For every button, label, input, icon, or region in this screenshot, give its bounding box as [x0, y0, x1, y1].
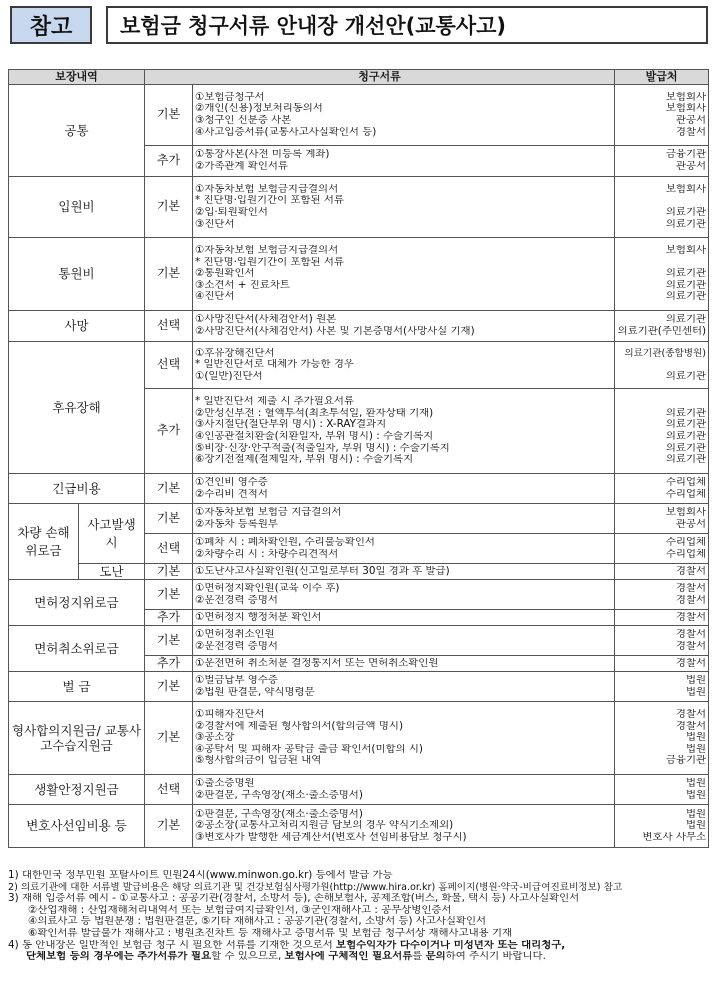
issuer-cell: 보험회사 관공서	[615, 504, 709, 534]
coverage-living-stability: 생활안정지원금	[9, 775, 145, 805]
documents-cell: ①자동차보험 보험금 지급결의서 ②자동차 등록원부	[193, 504, 615, 534]
doc-type: 기본	[145, 564, 193, 580]
documents-cell: ①폐차 시 : 폐차확인원, 수리불능확인서 ②차량수리 시 : 차량수리견적서	[193, 534, 615, 564]
coverage-vehicle-damage: 차량 손해 위로금	[9, 504, 79, 580]
footnote-1: 1) 대한민국 정부민원 포탈사이트 민원24시(www.minwon.go.kr) 등에서 발급 가능	[8, 870, 393, 881]
issuer-cell: 경찰서	[615, 564, 709, 580]
table-row	[9, 805, 709, 848]
doc-type: 기본	[145, 504, 193, 534]
page-header	[10, 6, 708, 44]
documents-cell: ①면허정지확인원(교육 이수 후) ②운전경력 증명서	[193, 580, 615, 610]
documents-cell: ①견인비 영수증 ②수리비 견적서	[193, 474, 615, 504]
issuer-cell: 경찰서 경찰서	[615, 580, 709, 610]
documents-cell: ①면허정취소인원 ②운전경력 증명서	[193, 626, 615, 656]
issuer-cell: 경찰서	[615, 656, 709, 672]
doc-type: 추가	[145, 610, 193, 626]
footnote-4: 4) 동 안내장은 일반적인 보험금 청구 시 필요한 서류를 기재한 것으로서 보험수익자가 다수이거나 미성년자 또는 대리청구,	[8, 939, 566, 951]
table-row	[9, 504, 709, 534]
footnote-3: 3) 재해 입증서류 예시 - ①교통사고 : 공공기관(경찰서, 소방서 등), 손해보험사, 공제조합(버스, 화물, 택시 등) 사고사실확인서	[8, 893, 580, 905]
table-row	[9, 342, 709, 389]
doc-type: 기본	[145, 580, 193, 610]
coverage-accident: 사고발생 시	[79, 504, 145, 564]
issuer-cell: 보험회사 보험회사 관공서 경찰서	[615, 85, 709, 146]
issuer-cell: 법원 법원	[615, 672, 709, 702]
doc-type: 기본	[145, 672, 193, 702]
documents-cell: ①출소증명원 ②판결문, 구속영장(재소·출소증명서)	[193, 775, 615, 805]
coverage-theft: 도난	[79, 564, 145, 580]
doc-type: 기본	[145, 805, 193, 848]
documents-cell: ①피해자진단서 ②경찰서에 제출된 형사합의서(합의금액 명시) ③공소장 ④공탁서 및 피해자 공탁금 출금 확인서(미합의 시) ⑤형사합의금이 입금된 내역	[193, 702, 615, 775]
doc-type: 선택	[145, 775, 193, 805]
table-row	[9, 238, 709, 311]
coverage-emergency: 긴급비용	[9, 474, 145, 504]
documents-cell: ①도난사고사실확인원(신고일로부터 30일 경과 후 발급)	[193, 564, 615, 580]
documents-cell: ①운전면허 취소처분 결정통지서 또는 면허취소확인원	[193, 656, 615, 672]
claim-documents-table	[8, 69, 709, 848]
header-issuer: 발급처	[615, 70, 709, 85]
issuer-cell: 수리업체 수리업체	[615, 534, 709, 564]
documents-cell: ①통장사본(사전 미등록 계좌) ②가족관계 확인서류	[193, 146, 615, 177]
table-row	[9, 626, 709, 656]
documents-cell: ①자동차보험 보험금지급결의서 * 진단명·입원기간이 포함된 서류 ②통원확인서 ③소견서 + 진료차트 ④진단서	[193, 238, 615, 311]
page-title: 보험금 청구서류 안내장 개선안(교통사고)	[106, 6, 708, 44]
issuer-cell: 경찰서	[615, 610, 709, 626]
table-row	[9, 580, 709, 610]
footnote-4-cont: 단체보험 등의 경우에는 추가서류가 필요할 수 있으므로, 보험사에 구체적인 필요서류를 문의하여 주시기 바랍니다.	[26, 951, 546, 963]
documents-cell: ①보험금청구서 ②개인(신용)정보처리동의서 ③청구인 신분증 사본 ④사고입증서류(교통사고사실확인서 등)	[193, 85, 615, 146]
documents-cell: ①벌금납부 영수증 ②법원 판결문, 약식명령문	[193, 672, 615, 702]
doc-type: 추가	[145, 146, 193, 177]
issuer-cell: 의료기관 의료기관(주민센터)	[615, 311, 709, 342]
table-row	[9, 85, 709, 146]
reference-tag: 참고	[10, 6, 92, 44]
footnotes	[8, 870, 710, 963]
footnote-2: 2) 의료기관에 대한 서류별 발급비용은 해당 의료기관 및 건강보험심사평가원(http://www.hira.or.kr) 홈페이지(병원·약국-비급여진료비정보) 참고	[8, 881, 623, 893]
coverage-disability: 후유장해	[9, 342, 145, 474]
table-row	[9, 311, 709, 342]
coverage-settlement-support: 형사합의지원금/ 교통사고수습지원금	[9, 702, 145, 775]
header-documents: 청구서류	[145, 70, 615, 85]
coverage-outpatient: 통원비	[9, 238, 145, 311]
issuer-cell: 경찰서 경찰서 법원 법원 금융기관	[615, 702, 709, 775]
issuer-cell: 수리업체 수리업체	[615, 474, 709, 504]
documents-cell: ①면허정지 행정처분 확인서	[193, 610, 615, 626]
doc-type: 기본	[145, 626, 193, 656]
doc-type: 선택	[145, 342, 193, 389]
doc-type: 추가	[145, 656, 193, 672]
table-header-row	[9, 70, 709, 85]
table-row	[9, 672, 709, 702]
header-coverage: 보장내역	[9, 70, 145, 85]
doc-type: 선택	[145, 311, 193, 342]
coverage-license-revocation: 면허취소위로금	[9, 626, 145, 672]
table-row	[9, 177, 709, 238]
coverage-fine: 벌 금	[9, 672, 145, 702]
footnote-3c: ④의료사고 등 법원분쟁 : 법원판결문, ⑤기타 재해사고 : 공공기관(경찰서, 소방서 등) 사고사실확인서	[28, 916, 487, 928]
doc-type: 기본	[145, 238, 193, 311]
table-row	[9, 775, 709, 805]
footnote-3b: ②산업재해 : 산업재해처리내역서 또는 보험급여지급확인서, ③군인재해사고 : 공무상병인증서	[28, 904, 452, 916]
coverage-hospitalization: 입원비	[9, 177, 145, 238]
doc-type: 기본	[145, 85, 193, 146]
documents-cell: * 일반진단서 제출 시 추가필요서류 ②만성신부전 : 혈액투석(최초투석일, 환자상태 기재) ③사지절단(절단부위 명시) : X-RAY결과지 ④인공관절치환술(치환일자, 부위 명시) : 수술기록지 ⑤비장·신장·안구적출(적출일자, 부위 명시) : 수술기록지 ⑥장기전절제(절제일자, 부위 명시) : 수술기록지	[193, 389, 615, 474]
documents-cell: ①후유장해진단서 * 일반진단서로 대체가 가능한 경우 ①(일반)진단서	[193, 342, 615, 389]
issuer-cell: 법원 법원	[615, 775, 709, 805]
coverage-common: 공통	[9, 85, 145, 177]
documents-cell: ①사망진단서(사체검안서) 원본 ②사망진단서(사체검안서) 사본 및 기본증명서(사망사실 기재)	[193, 311, 615, 342]
doc-type: 기본	[145, 177, 193, 238]
issuer-cell: 의료기관(종합병원) 의료기관	[615, 342, 709, 389]
coverage-license-suspension: 면허정지위로금	[9, 580, 145, 626]
doc-type: 기본	[145, 474, 193, 504]
issuer-cell: 보험회사 의료기관 의료기관	[615, 177, 709, 238]
coverage-death: 사망	[9, 311, 145, 342]
doc-type: 기본	[145, 702, 193, 775]
doc-type: 추가	[145, 389, 193, 474]
documents-cell: ①자동차보험 보험금지급결의서 * 진단명·입원기간이 포함된 서류 ②입·퇴원확인서 ③진단서	[193, 177, 615, 238]
issuer-cell: 경찰서 경찰서	[615, 626, 709, 656]
coverage-attorney-fees: 변호사선임비용 등	[9, 805, 145, 848]
issuer-cell: 법원 법원 변호사 사무소	[615, 805, 709, 848]
table-row	[9, 474, 709, 504]
doc-type: 선택	[145, 534, 193, 564]
issuer-cell: 금융기관 관공서	[615, 146, 709, 177]
table-row	[9, 702, 709, 775]
issuer-cell: 의료기관 의료기관 의료기관 의료기관 의료기관	[615, 389, 709, 474]
issuer-cell: 보험회사 의료기관 의료기관 의료기관	[615, 238, 709, 311]
footnote-3d: ⑥확인서류 발급불가 재해사고 : 병원초진차트 등 재해사고 증명서류 및 보험금 청구서상 재해사고내용 기재	[28, 927, 513, 939]
table-row	[9, 564, 709, 580]
documents-cell: ①판결문, 구속영장(재소·출소증명서) ②공소장(교통사고처리지원금 담보의 경우 약식기소제외) ③변호사가 발행한 세금계산서(변호사 선임비용담보 청구시)	[193, 805, 615, 848]
